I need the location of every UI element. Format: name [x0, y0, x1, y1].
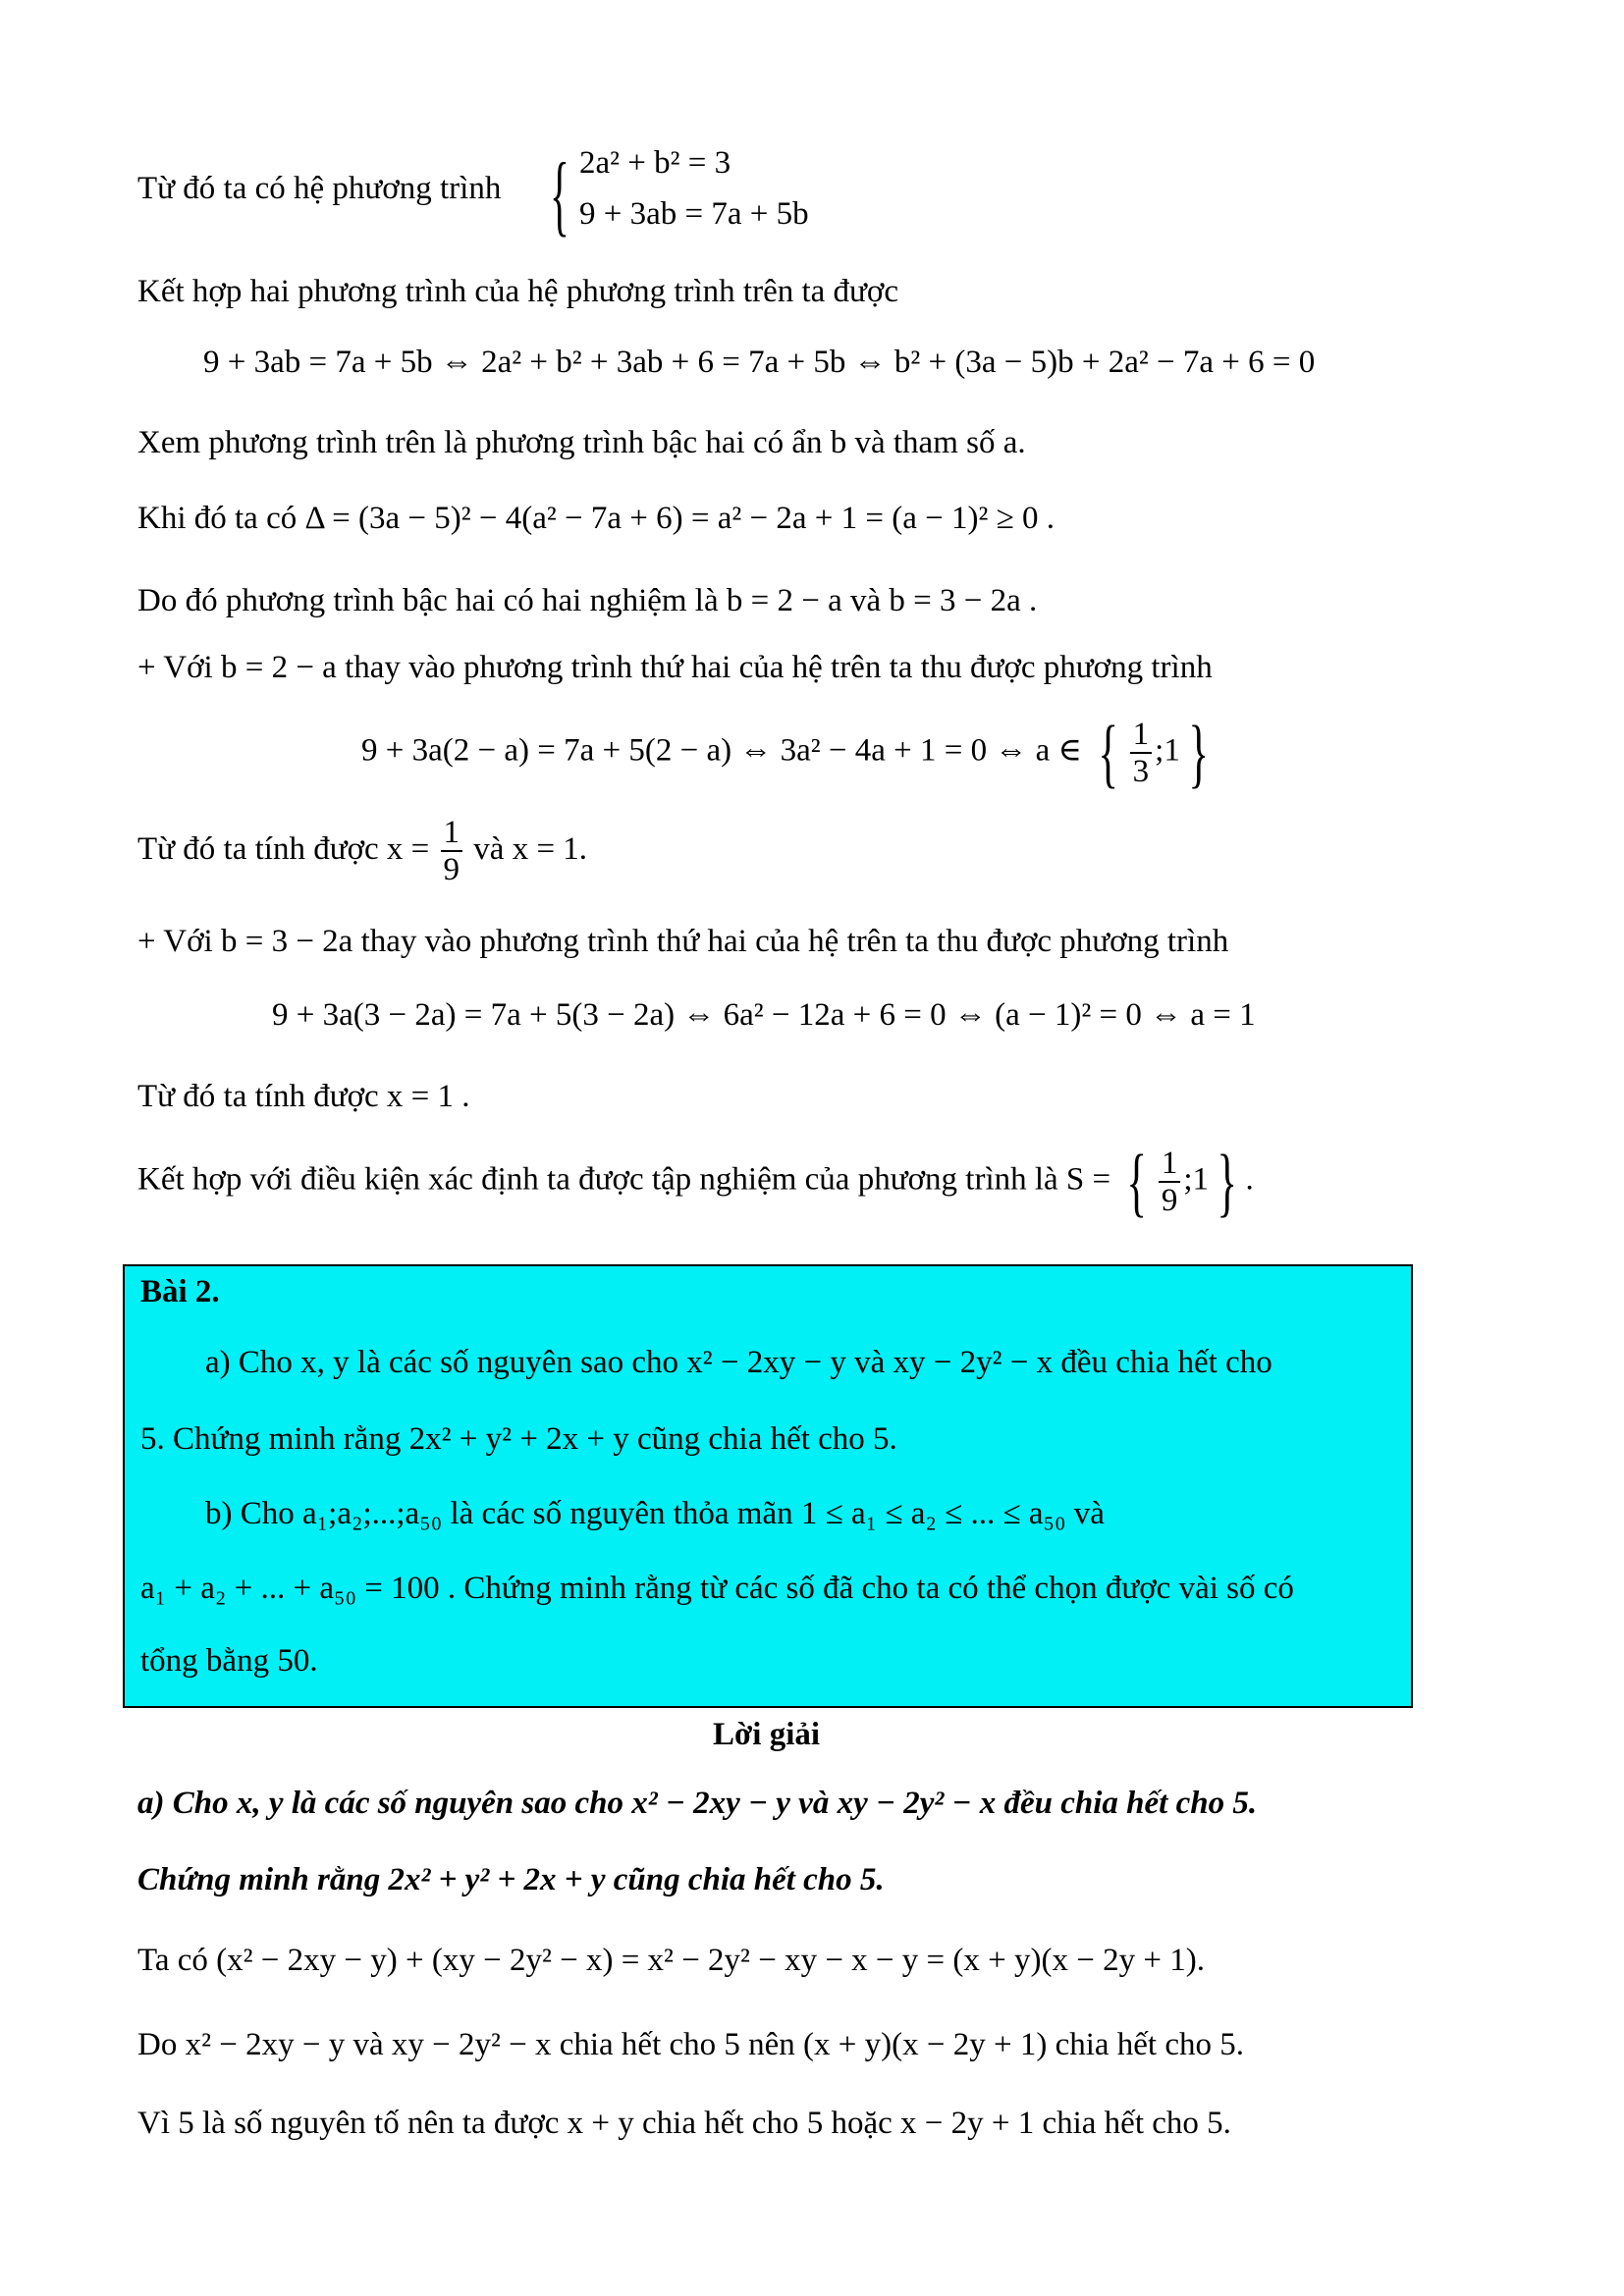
set-open-brace: { — [1098, 710, 1119, 795]
text-line: Khi đó ta có Δ = (3a − 5)² − 4(a² − 7a + 6) = a² − 2a + 1 = (a − 1)² ≥ 0 . — [137, 501, 1055, 536]
problem-part-a-line-2: 5. Chứng minh rằng 2x² + y² + 2x + y cũng chia hết cho 5. — [140, 1421, 897, 1457]
solution-question-line-1: a) Cho x, y là các số nguyên sao cho x² − 2xy − y và xy − 2y² − x đều chia hết cho 5. — [137, 1786, 1258, 1821]
math-line — [361, 710, 1217, 795]
set-tail: ;1 — [1155, 732, 1180, 769]
problem-part-b-line-1: b) Cho a₁;a₂;...;a₅₀ là các số nguyên thỏa mãn 1 ≤ a₁ ≤ a₂ ≤ ... ≤ a₅₀ và — [205, 1496, 1105, 1531]
fraction — [441, 815, 463, 888]
text-line: + Với b = 2 − a thay vào phương trình thứ hai của hệ trên ta thu được phương trình — [137, 650, 1213, 685]
system-equation-1: 2a² + b² = 3 — [579, 145, 731, 181]
system-equation-2: 9 + 3ab = 7a + 5b — [579, 196, 809, 232]
text-line: Kết hợp với điều kiện xác định ta được tập nghiệm của phương trình là S = { $\frac{1}{9}$ ;1 } . — [137, 1139, 1254, 1224]
problem-part-b-line-3: tổng bằng 50. — [140, 1643, 318, 1679]
fraction — [1159, 1146, 1181, 1219]
solution-line: Ta có (x² − 2xy − y) + (xy − 2y² − x) = x² − 2y² − xy − x − y = (x + y)(x − 2y + 1). — [137, 1943, 1205, 1978]
problem-title: Bài 2. — [140, 1274, 220, 1309]
math-line: 9 + 3ab = 7a + 5b ⇔ 2a² + b² + 3ab + 6 = 7a + 5b ⇔ b² + (3a − 5)b + 2a² − 7a + 6 = 0 — [203, 345, 1316, 380]
fraction-denominator: 9 — [443, 852, 460, 888]
text-line — [137, 815, 587, 888]
fraction-denominator: 3 — [1132, 754, 1150, 789]
text-segment: Kết hợp với điều kiện xác định ta được tập nghiệm của phương trình là S = — [137, 1161, 1111, 1198]
solution-line: Do x² − 2xy − y và xy − 2y² − x chia hết cho 5 nên (x + y)(x − 2y + 1) chia hết cho 5. — [137, 2027, 1244, 2062]
text-line: Xem phương trình trên là phương trình bậc hai có ẩn b và tham số a. — [137, 425, 1026, 460]
fraction-numerator: 1 — [1130, 717, 1153, 754]
solution-question-line-2: Chứng minh rằng 2x² + y² + 2x + y cũng chia hết cho 5. — [137, 1862, 885, 1897]
text-line: Kết hợp hai phương trình của hệ phương trình trên ta được — [137, 274, 899, 309]
system-brace: { — [550, 144, 569, 244]
text-segment: và x = 1. — [465, 830, 588, 867]
math-expression: 9 + 3a(2 − a) = 7a + 5(2 − a) ⇔ 3a² − 4a + 1 = 0 ⇔ a ∈ — [361, 732, 1082, 769]
text-line: Do đó phương trình bậc hai có hai nghiệm là b = 2 − a và b = 3 − 2a . — [137, 583, 1038, 618]
text-segment: Từ đó ta tính được x = — [137, 830, 430, 867]
set-tail: ;1 — [1183, 1161, 1210, 1198]
math-line: 9 + 3a(3 − 2a) = 7a + 5(3 − 2a) ⇔ 6a² − 12a + 6 = 0 ⇔ (a − 1)² = 0 ⇔ a = 1 — [272, 997, 1256, 1033]
fraction-denominator: 9 — [1161, 1183, 1178, 1218]
problem-part-a-line-1: a) Cho x, y là các số nguyên sao cho x² − 2xy − y và xy − 2y² − x đều chia hết cho — [205, 1345, 1272, 1380]
problem-part-b-line-2: a₁ + a₂ + ... + a₅₀ = 100 . Chứng minh rằng từ các số đã cho ta có thể chọn được vài số có — [140, 1571, 1294, 1606]
problem-box — [123, 1264, 1413, 1708]
text-line: + Với b = 3 − 2a thay vào phương trình thứ hai của hệ trên ta thu được phương trình — [137, 924, 1229, 959]
set-close-brace: } — [1188, 710, 1209, 795]
fraction — [1130, 717, 1153, 790]
solution-heading: Lời giải — [713, 1717, 821, 1752]
text-line: Từ đó ta tính được x = 1 . — [137, 1079, 470, 1114]
solution-line: Vì 5 là số nguyên tố nên ta được x + y chia hết cho 5 hoặc x − 2y + 1 chia hết cho 5. — [137, 2106, 1231, 2141]
fraction-numerator: 1 — [1159, 1146, 1181, 1183]
set-open-brace: { — [1126, 1139, 1148, 1224]
fraction-numerator: 1 — [441, 815, 463, 852]
set-close-brace: } — [1217, 1139, 1238, 1224]
text-line: Từ đó ta có hệ phương trình — [137, 171, 502, 206]
